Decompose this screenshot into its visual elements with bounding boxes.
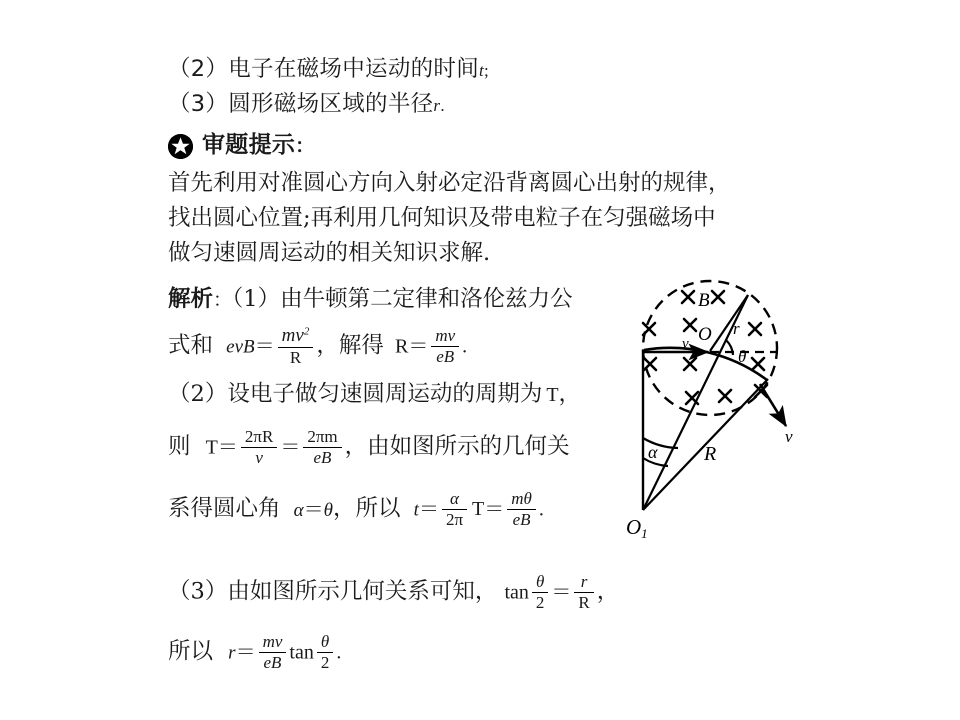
fraction-numerator: mv [435, 326, 456, 346]
equation-radius-R [395, 327, 462, 366]
analysis-part2-period: . [538, 498, 544, 521]
fraction-denominator: 2 [317, 652, 334, 672]
equation-period-T [206, 428, 345, 467]
fraction-denominator: 2π [442, 509, 467, 529]
eq-theta: θ [323, 500, 333, 522]
label-field-B: B [698, 290, 710, 311]
hint-heading [202, 134, 315, 157]
hint-line-2: 找出圆心位置;再利用几何知识及带电粒子在匀强磁场中 [168, 205, 716, 231]
fraction-2pim-over-eB [303, 428, 341, 467]
equation-tan-half-theta [504, 573, 596, 612]
hint-heading-text: 审题提示 [202, 132, 296, 158]
eq-lhs-T: T [205, 436, 218, 459]
analysis-part3-period: . [336, 641, 342, 664]
fraction-theta-over-2 [317, 633, 334, 672]
magnetic-field-region-diagram [600, 262, 900, 552]
field-mark-cross [686, 392, 698, 404]
label-angle-alpha: α [648, 442, 658, 462]
label-incoming-velocity: v [682, 336, 689, 352]
question-3 [168, 93, 445, 116]
fraction-denominator: eB [259, 652, 287, 672]
eq-equals-2: ＝ [484, 498, 505, 521]
analysis-part3-text: （3）由如图所示几何关系可知， [168, 578, 498, 605]
fraction-denominator: eB [507, 509, 536, 529]
equation-time-t [414, 490, 539, 529]
analysis-part1-mid: ，解得 [316, 332, 384, 359]
field-mark-cross [684, 319, 696, 331]
eq-alpha: α [293, 500, 304, 522]
tan-label: tan [289, 641, 314, 664]
analysis-part2-line1 [168, 383, 581, 406]
analysis-part1-line1 [168, 288, 573, 311]
fraction-mv-over-eB [431, 327, 459, 366]
field-mark-cross [644, 358, 656, 370]
fraction-denominator: v [241, 447, 277, 467]
analysis-part2-comma: ， [558, 381, 582, 407]
label-outgoing-velocity: v [785, 427, 793, 446]
fraction-numerator [278, 326, 314, 347]
analysis-part1-prefix: 式和 [168, 332, 214, 359]
analysis-part2-suffix: ，由如图所示的几何关 [344, 433, 570, 460]
fraction-numerator: 2πR [244, 427, 274, 446]
field-mark-cross [712, 291, 724, 303]
label-field-radius-r: r [733, 319, 740, 338]
eq-lhs-evB: evB [226, 336, 255, 358]
eq-equals: ＝ [551, 581, 572, 604]
label-angle-theta: θ [738, 347, 747, 366]
question-2-symbol: t [479, 61, 485, 80]
question-2 [168, 58, 489, 81]
analysis-colon: ： [213, 289, 233, 311]
analysis-part2-line3-prefix: 系得圆心角 [168, 495, 281, 522]
hint-line-1: 首先利用对准圆心方向入射必定沿背离圆心出射的规律， [168, 170, 731, 196]
fraction-numerator: r [580, 572, 588, 591]
fraction-denominator: 2 [532, 592, 549, 612]
eq-lhs-r: r [228, 642, 236, 664]
question-3-symbol: r [433, 96, 441, 115]
analysis-part2-line2 [168, 428, 570, 467]
question-2-punct: ; [484, 61, 490, 80]
eq-lhs-R: R [394, 335, 409, 358]
field-mark-cross [752, 358, 764, 370]
eq-equals: ＝ [235, 641, 256, 664]
fraction-denominator: R [574, 592, 593, 612]
tan-label: tan [504, 581, 529, 604]
symbol-T: T [546, 384, 559, 406]
question-2-label: （2）电子在磁场中运动的时间 [168, 56, 480, 82]
field-mark-cross [719, 390, 731, 402]
equation-lorentz [226, 326, 316, 367]
field-mark-cross [643, 323, 655, 335]
star-icon [168, 134, 193, 159]
fraction-theta-over-2 [532, 573, 549, 612]
fraction-denominator: eB [303, 447, 341, 467]
equation-alpha-theta [294, 498, 333, 521]
fraction-numerator: θ [320, 632, 330, 651]
analysis-part3-line1 [168, 573, 619, 612]
fraction-denominator: R [278, 347, 314, 367]
fraction-numerator: θ [535, 572, 545, 591]
analysis-part2-line3-mid: ，所以 [333, 495, 401, 522]
field-mark-cross [682, 291, 694, 303]
eq-equals: ＝ [303, 499, 324, 522]
fraction-2piR-over-v [241, 428, 277, 467]
fraction-denominator: eB [431, 346, 459, 366]
fraction-mtheta-over-eB [507, 490, 536, 529]
fraction-numerator: mθ [511, 489, 532, 508]
hint-line-3: 做匀速圆周运动的相关知识求解. [168, 240, 491, 266]
analysis-part1-line2 [168, 326, 467, 367]
fraction-numerator: α [450, 489, 459, 508]
outgoing-velocity-arrow [760, 384, 786, 426]
num-mv: mv [281, 325, 304, 346]
fraction-r-over-R [574, 573, 593, 612]
fraction-numerator: 2πm [307, 427, 338, 446]
eq-equals-2: ＝ [280, 436, 301, 459]
field-mark-cross [749, 323, 761, 335]
fraction-numerator: mv [262, 632, 283, 651]
fraction-mv-over-eB [259, 633, 287, 672]
equation-small-r-result [228, 633, 336, 672]
label-center-O: O [698, 324, 712, 345]
eq-equals-1: ＝ [217, 436, 238, 459]
eq-lhs-t: t [413, 499, 419, 521]
eq-result-equals: ＝ [408, 335, 429, 358]
analysis-part2-prefix: 则 [168, 433, 191, 460]
question-3-punct: . [440, 96, 445, 115]
eq-symbol-T: T [472, 498, 485, 521]
analysis-part3-prefix: 所以 [168, 638, 214, 665]
question-3-label: （3）圆形磁场区域的半径 [168, 91, 434, 117]
eq-equals: ＝ [254, 335, 275, 358]
analysis-part2-text: （2）设电子做匀速圆周运动的周期为 [168, 381, 543, 407]
num-exponent: 2 [303, 325, 310, 338]
fraction-alpha-over-2pi [442, 490, 467, 529]
label-orbit-radius-R: R [704, 443, 717, 465]
analysis-part3-line2 [168, 633, 341, 672]
field-mark-cross [684, 358, 696, 370]
analysis-part2-line3 [168, 490, 544, 529]
hint-heading-colon: ： [295, 135, 315, 157]
analysis-part1-period: . [462, 335, 468, 358]
analysis-label: 解析 [168, 286, 214, 312]
analysis-part3-comma: ， [596, 578, 620, 605]
label-pivot-O1: O1 [626, 515, 648, 541]
analysis-part1-text: （1）由牛顿第二定律和洛伦兹力公 [232, 286, 573, 312]
fraction-mv2-over-R [278, 326, 314, 367]
eq-equals-1: ＝ [418, 498, 439, 521]
